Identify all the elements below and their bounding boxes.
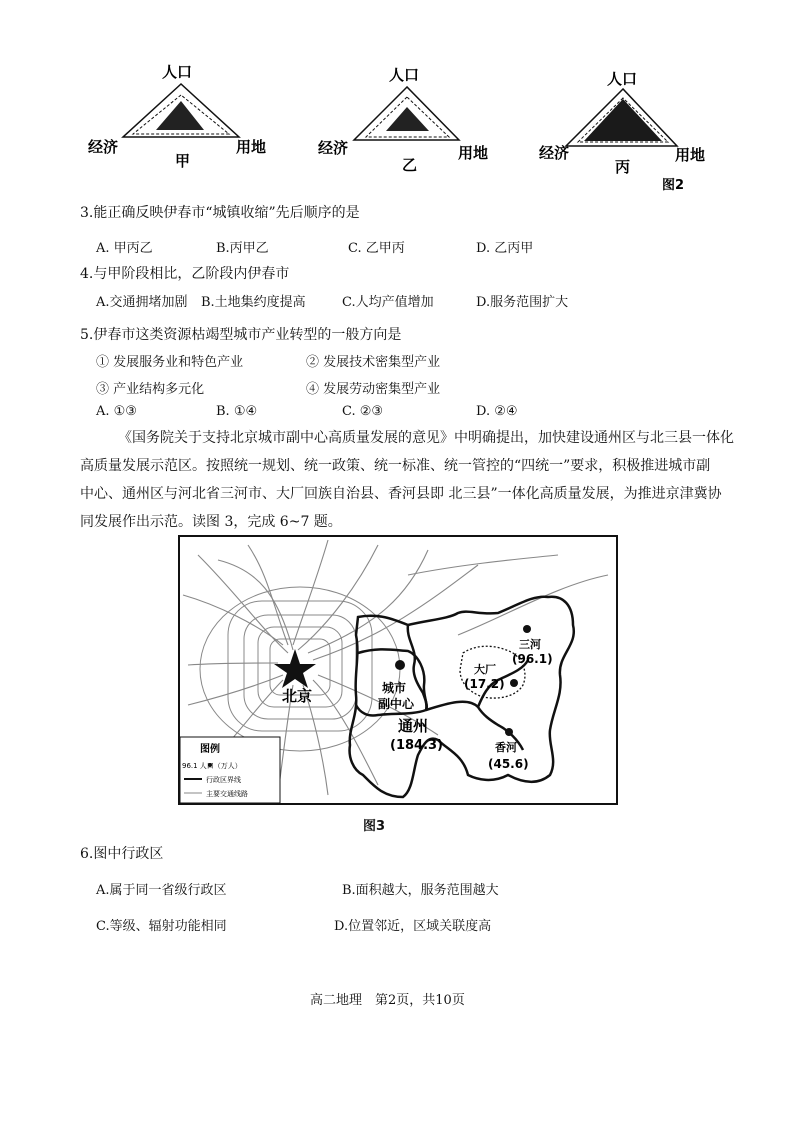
page-footer: 高二地理 第2页，共10页	[310, 993, 465, 1008]
figure-3-caption: 图3	[363, 819, 386, 834]
sanhe-dot-icon	[523, 625, 531, 633]
question-5-stem: 5.伊春市这类资源枯竭型城市产业转型的一般方向是	[80, 327, 402, 343]
xianghe-label: 香河	[495, 741, 517, 754]
q3-option-d: D. 乙丙甲	[476, 241, 534, 256]
triangle-diagram-bing	[566, 89, 677, 146]
q6-option-a: A.属于同一省级行政区	[96, 883, 227, 898]
passage-line: 中心、通州区与河北省三河市、大厂回族自治县、香河县即 北三县”一体化高质量发展，为推进京津冀协	[80, 486, 722, 502]
figure-2-caption: 图2	[662, 178, 685, 193]
xianghe-dot-icon	[505, 728, 513, 736]
q5-item-2: ② 发展技术密集型产业	[306, 355, 441, 370]
q5-item-4: ④ 发展劳动密集型产业	[306, 382, 441, 397]
q5-option-c: C. ②③	[342, 404, 384, 419]
diagram-label-jia: 甲	[175, 152, 191, 170]
q5-item-1: ① 发展服务业和特色产业	[96, 355, 244, 370]
question-6-stem: 6.图中行政区	[80, 846, 164, 862]
q5-option-a: A. ①③	[96, 404, 137, 419]
passage-line: 《国务院关于支持北京城市副中心高质量发展的意见》中明确提出，加快建设通州区与北三县一体化	[118, 430, 734, 446]
question-4-stem: 4.与甲阶段相比，乙阶段内伊春市	[80, 266, 290, 282]
axis-label-economy: 经济	[318, 139, 349, 157]
passage-line: 高质量发展示范区。按照统一规划、统一政策、统一标准、统一管控的“四统一”要求，积极推进城市副	[80, 458, 711, 474]
q4-option-a: A.交通拥堵加剧	[96, 295, 188, 310]
legend-boundary: 行政区界线	[206, 776, 241, 784]
axis-label-population: 人口	[607, 70, 638, 88]
question-3-stem: 3.能正确反映伊春市“城镇收缩”先后顺序的是	[80, 205, 360, 221]
legend-population: 96.1 人口（万人）	[182, 762, 242, 770]
subcenter-label: 城市	[382, 681, 407, 695]
q4-option-b: B.土地集约度提高	[201, 295, 306, 310]
xianghe-value: (45.6)	[488, 757, 529, 771]
map-legend	[180, 737, 280, 803]
tongzhou-value: (184.3)	[390, 738, 444, 753]
axis-label-economy: 经济	[88, 138, 119, 156]
q5-item-3: ③ 产业结构多元化	[96, 382, 205, 397]
figure-3-map	[178, 535, 618, 805]
figure-2	[0, 0, 793, 200]
q3-option-c: C. 乙甲丙	[348, 241, 405, 256]
axis-label-economy: 经济	[539, 144, 570, 162]
axis-label-land: 用地	[236, 138, 267, 156]
subcenter-dot-icon	[395, 660, 405, 670]
triangle-diagram-yi	[354, 87, 459, 140]
legend-title: 图例	[200, 744, 220, 755]
beijing-label: 北京	[282, 687, 313, 705]
passage-line: 同发展作出示范。读图 3，完成 6~7 题。	[80, 514, 342, 530]
axis-label-land: 用地	[675, 146, 706, 164]
diagram-label-bing: 丙	[615, 158, 631, 176]
axis-label-population: 人口	[162, 63, 193, 81]
sanhe-value: (96.1)	[512, 652, 553, 666]
dachang-value: (17.2)	[464, 677, 505, 691]
sanhe-label: 三河	[519, 638, 541, 651]
subcenter-label: 副中心	[378, 697, 415, 711]
dachang-label: 大厂	[474, 663, 496, 676]
q3-option-b: B.丙甲乙	[216, 241, 269, 256]
axis-label-population: 人口	[389, 66, 420, 84]
dachang-dot-icon	[510, 679, 518, 687]
tongzhou-label: 通州	[398, 717, 429, 735]
q4-option-d: D.服务范围扩大	[476, 295, 569, 310]
triangle-diagram-jia	[123, 84, 239, 137]
q6-option-c: C.等级、辐射功能相同	[96, 919, 227, 934]
diagram-label-yi: 乙	[402, 156, 418, 174]
q3-option-a: A. 甲丙乙	[96, 241, 153, 256]
q6-option-b: B.面积越大，服务范围越大	[342, 883, 499, 898]
legend-transport: 主要交通线路	[206, 790, 248, 798]
q6-option-d: D.位置邻近，区域关联度高	[334, 919, 492, 934]
q5-option-d: D. ②④	[476, 404, 518, 419]
q5-option-b: B. ①④	[216, 404, 258, 419]
axis-label-land: 用地	[458, 144, 489, 162]
q4-option-c: C.人均产值增加	[342, 295, 434, 310]
